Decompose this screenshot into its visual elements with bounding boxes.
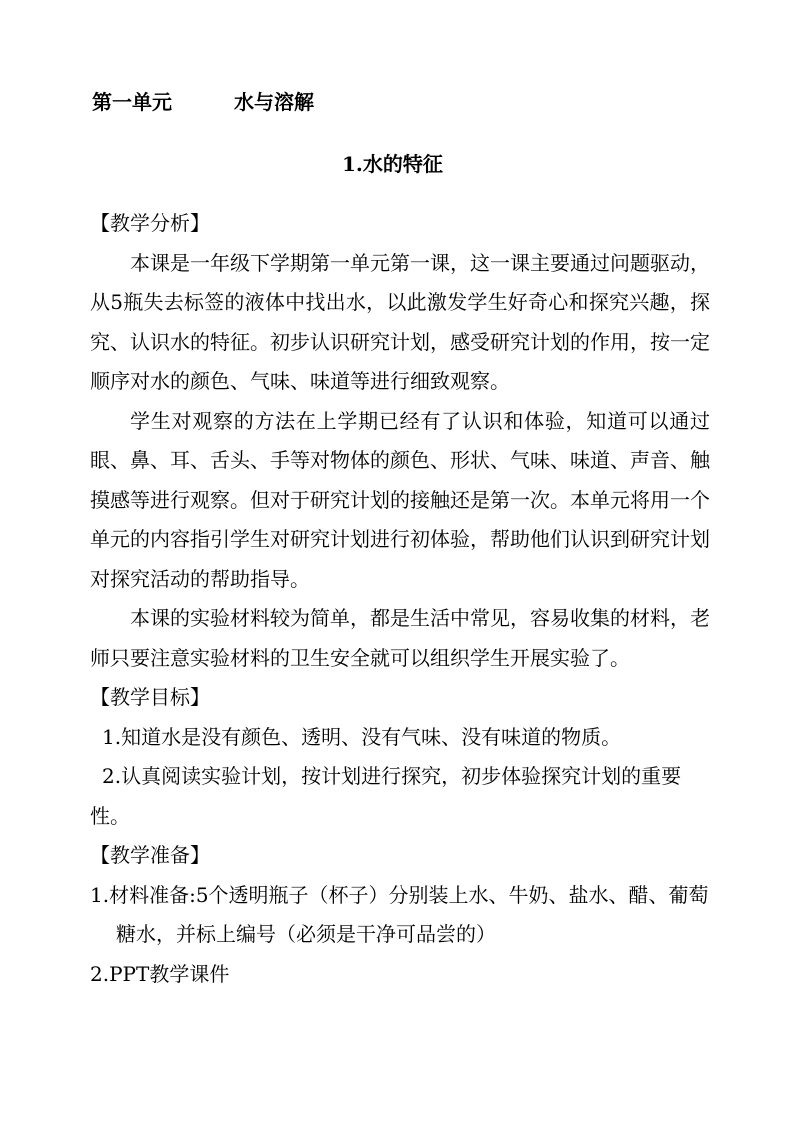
unit-label: 第一单元	[92, 90, 172, 114]
analysis-paragraph: 本课是一年级下学期第一单元第一课，这一课主要通过问题驱动，从5瓶失去标签的液体中找出水，以此激发学生好奇心和探究兴趣，探究、认识水的特征。初步认识研究计划，感受研究计划的作用，按一定顺序对水的颜色、气味、味道等进行细致观察。	[90, 250, 710, 393]
section-heading-preparation: 【教学准备】	[90, 843, 210, 867]
goal-item: 1.知道水是没有颜色、透明、没有气味、没有味道的物质。	[102, 724, 622, 749]
lesson-title: 1.水的特征	[342, 152, 443, 176]
preparation-item: 2.PPT教学课件	[90, 961, 230, 986]
unit-title: 水与溶解	[234, 90, 314, 114]
analysis-paragraph: 学生对观察的方法在上学期已经有了认识和体验，知道可以通过眼、鼻、耳、舌头、手等对物体的颜色、形状、气味、味道、声音、触摸感等进行观察。但对于研究计划的接触还是第一次。本单元将用一个单元的内容指引学生对研究计划进行初体验，帮助他们认识到研究计划对探究活动的帮助指导。	[90, 408, 710, 591]
goal-item: 2.认真阅读实验计划，按计划进行探究，初步体验探究计划的重要性。	[90, 764, 682, 828]
document-body	[90, 204, 710, 994]
preparation-item: 1.材料准备:5个透明瓶子（杯子）分别装上水、牛奶、盐水、醋、葡萄糖水，并标上编号（必须是干净可品尝的）	[90, 882, 709, 946]
section-heading-analysis: 【教学分析】	[90, 211, 210, 235]
unit-heading	[92, 86, 314, 115]
section-heading-goals: 【教学目标】	[90, 685, 210, 709]
analysis-paragraph: 本课的实验材料较为简单，都是生活中常见，容易收集的材料，老师只要注意实验材料的卫生安全就可以组织学生开展实验了。	[90, 606, 710, 670]
